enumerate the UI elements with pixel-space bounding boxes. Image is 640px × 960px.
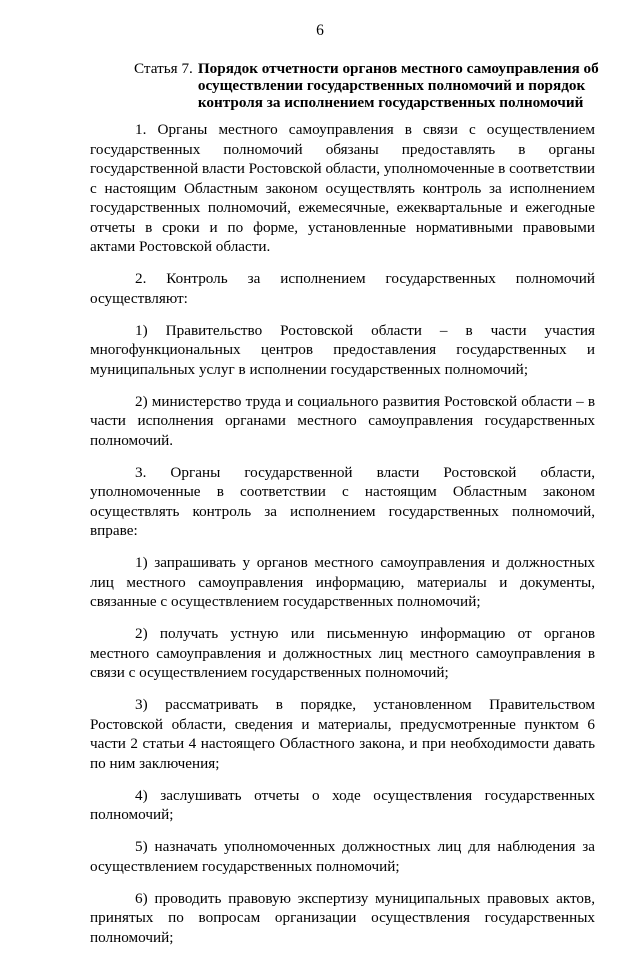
paragraph-3-item-6: 6) проводить правовую экспертизу муниципальных правовых актов, принятых по вопросам организации осуществления государственных полномочий; [90,889,595,946]
paragraph-3-item-5: 5) назначать уполномоченных должностных лиц для наблюдения за осуществлением государственных полномочий; [90,838,595,875]
paragraph-3-item-4: 4) заслушивать отчеты о ходе осуществления государственных полномочий; [90,786,595,823]
paragraph-3-item-2: 2) получать устную или письменную информацию от органов местного самоуправления и должностных лиц местного самоуправления в связи с осуществлением государственных полномочий; [90,625,595,681]
article-title: Порядок отчетности органов местного самоуправления об осуществлении государственных полномочий и порядок контроля за исполнением государственных полномочий [197,60,599,111]
paragraph-2-item-2: 2) министерство труда и социального развития Ростовской области – в части исполнения органами местного самоуправления государственных полномочий. [90,392,595,449]
paragraph-3-item-3: 3) рассматривать в порядке, установленном Правительством Ростовской области, сведения и материалы, предусмотренные пунктом 6 части 2 статьи 4 настоящего Областного закона, и при необходимости давать по ним заключения; [90,696,595,772]
paragraph-3-item-1: 1) запрашивать у органов местного самоуправления и должностных лиц местного самоуправления информацию, материалы и документы, связанные с осуществлением государственных полномочий; [90,554,595,610]
article-label: Статья 7. [134,60,193,77]
paragraph-3: 3. Органы государственной власти Ростовской области, уполномоченные в соответствии с настоящим Областным законом осуществлять контроль за исполнением государственных полномочий, вправе: [90,463,595,539]
page-number: 6 [316,22,324,39]
paragraph-2-item-1: 1) Правительство Ростовской области – в части участия многофункциональных центров предоставления государственных и муниципальных услуг в исполнении государственных полномочий; [90,321,595,378]
article-heading [134,60,604,111]
paragraph-1: 1. Органы местного самоуправления в связи с осуществлением государственных полномочий обязаны предоставлять в органы государственной власти Ростовской области, уполномоченные в соответствии с настоящим Областным законом осуществлять контроль за исполнением государственных полномочий, ежемесячные, ежеквартальные и ежегодные отчеты в сроки и по форме, установленные нормативными правовыми актами Ростовской области. [90,121,595,255]
paragraph-2: 2. Контроль за исполнением государственных полномочий осуществляют: [90,270,595,307]
article-body [90,120,595,960]
